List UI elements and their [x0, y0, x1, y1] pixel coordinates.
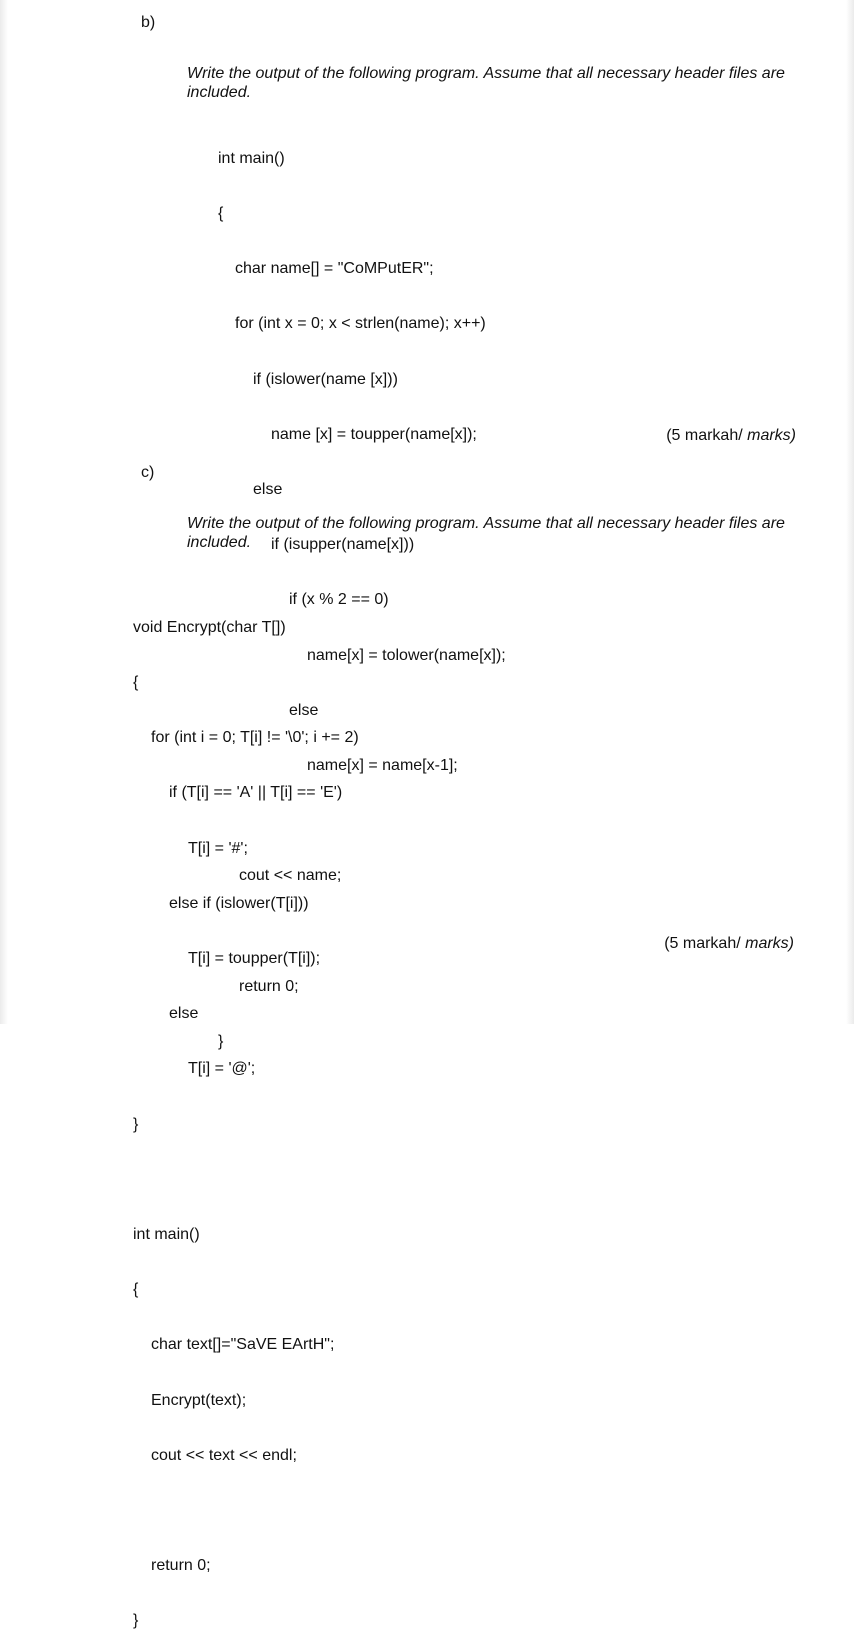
page-edge-left [0, 0, 8, 1024]
code-line: else if (islower(T[i])) [169, 894, 309, 912]
code-line [133, 1502, 359, 1520]
code-line: if (isupper(name[x])) [271, 536, 415, 554]
code-line: name[x] = name[x-1]; [307, 757, 458, 775]
code-line: if (islower(name [x])) [253, 370, 398, 388]
code-line: cout << text << endl; [151, 1446, 297, 1464]
code-line: return 0; [151, 1557, 211, 1575]
section-b-marks [666, 427, 796, 445]
marks-label: (5 markah/ [666, 427, 743, 444]
code-line: { [133, 1281, 139, 1299]
code-line: } [218, 1033, 224, 1051]
code-line: else [289, 701, 319, 719]
section-c-marks [664, 935, 794, 953]
code-line: { [133, 674, 139, 692]
section-c-instruction: Write the output of the following program. Assume that all necessary header files are included. [187, 515, 785, 551]
code-line: } [133, 1612, 139, 1630]
marks-label-en: marks) [745, 935, 794, 952]
code-line: { [218, 205, 224, 223]
code-line: T[i] = '#'; [188, 839, 248, 857]
marks-label: (5 markah/ [664, 935, 741, 952]
code-line: int main() [133, 1226, 200, 1244]
section-c-code-block [133, 582, 359, 1649]
code-line: if (x % 2 == 0) [289, 591, 389, 609]
code-line: } [133, 1115, 139, 1133]
code-line: else [253, 481, 283, 499]
marks-label-en: marks) [747, 427, 796, 444]
code-line [133, 1171, 359, 1189]
code-line: else [169, 1005, 199, 1023]
code-line: name [x] = toupper(name[x]); [271, 425, 477, 443]
page-edge-right [846, 0, 854, 1024]
code-line: void Encrypt(char T[]) [133, 618, 286, 636]
code-line: Encrypt(text); [151, 1391, 247, 1409]
code-line: cout << name; [239, 867, 342, 885]
code-line: if (T[i] == 'A' || T[i] == 'E') [169, 784, 343, 802]
code-line: char text[]="SaVE EArtH"; [151, 1336, 335, 1354]
section-b-instruction: Write the output of the following program. Assume that all necessary header files are included. [187, 65, 785, 101]
code-line: T[i] = '@'; [188, 1060, 256, 1078]
code-line: for (int i = 0; T[i] != '\0'; i += 2) [151, 729, 359, 747]
code-line: return 0; [239, 977, 299, 995]
code-line: char name[] = "CoMPutER"; [235, 260, 434, 278]
code-line: name[x] = tolower(name[x]); [307, 646, 506, 664]
section-c-label: c) [141, 464, 155, 481]
code-line: for (int x = 0; x < strlen(name); x++) [235, 315, 486, 333]
code-line: int main() [218, 149, 285, 167]
code-line: T[i] = toupper(T[i]); [188, 950, 321, 968]
section-b-label: b) [141, 14, 156, 31]
